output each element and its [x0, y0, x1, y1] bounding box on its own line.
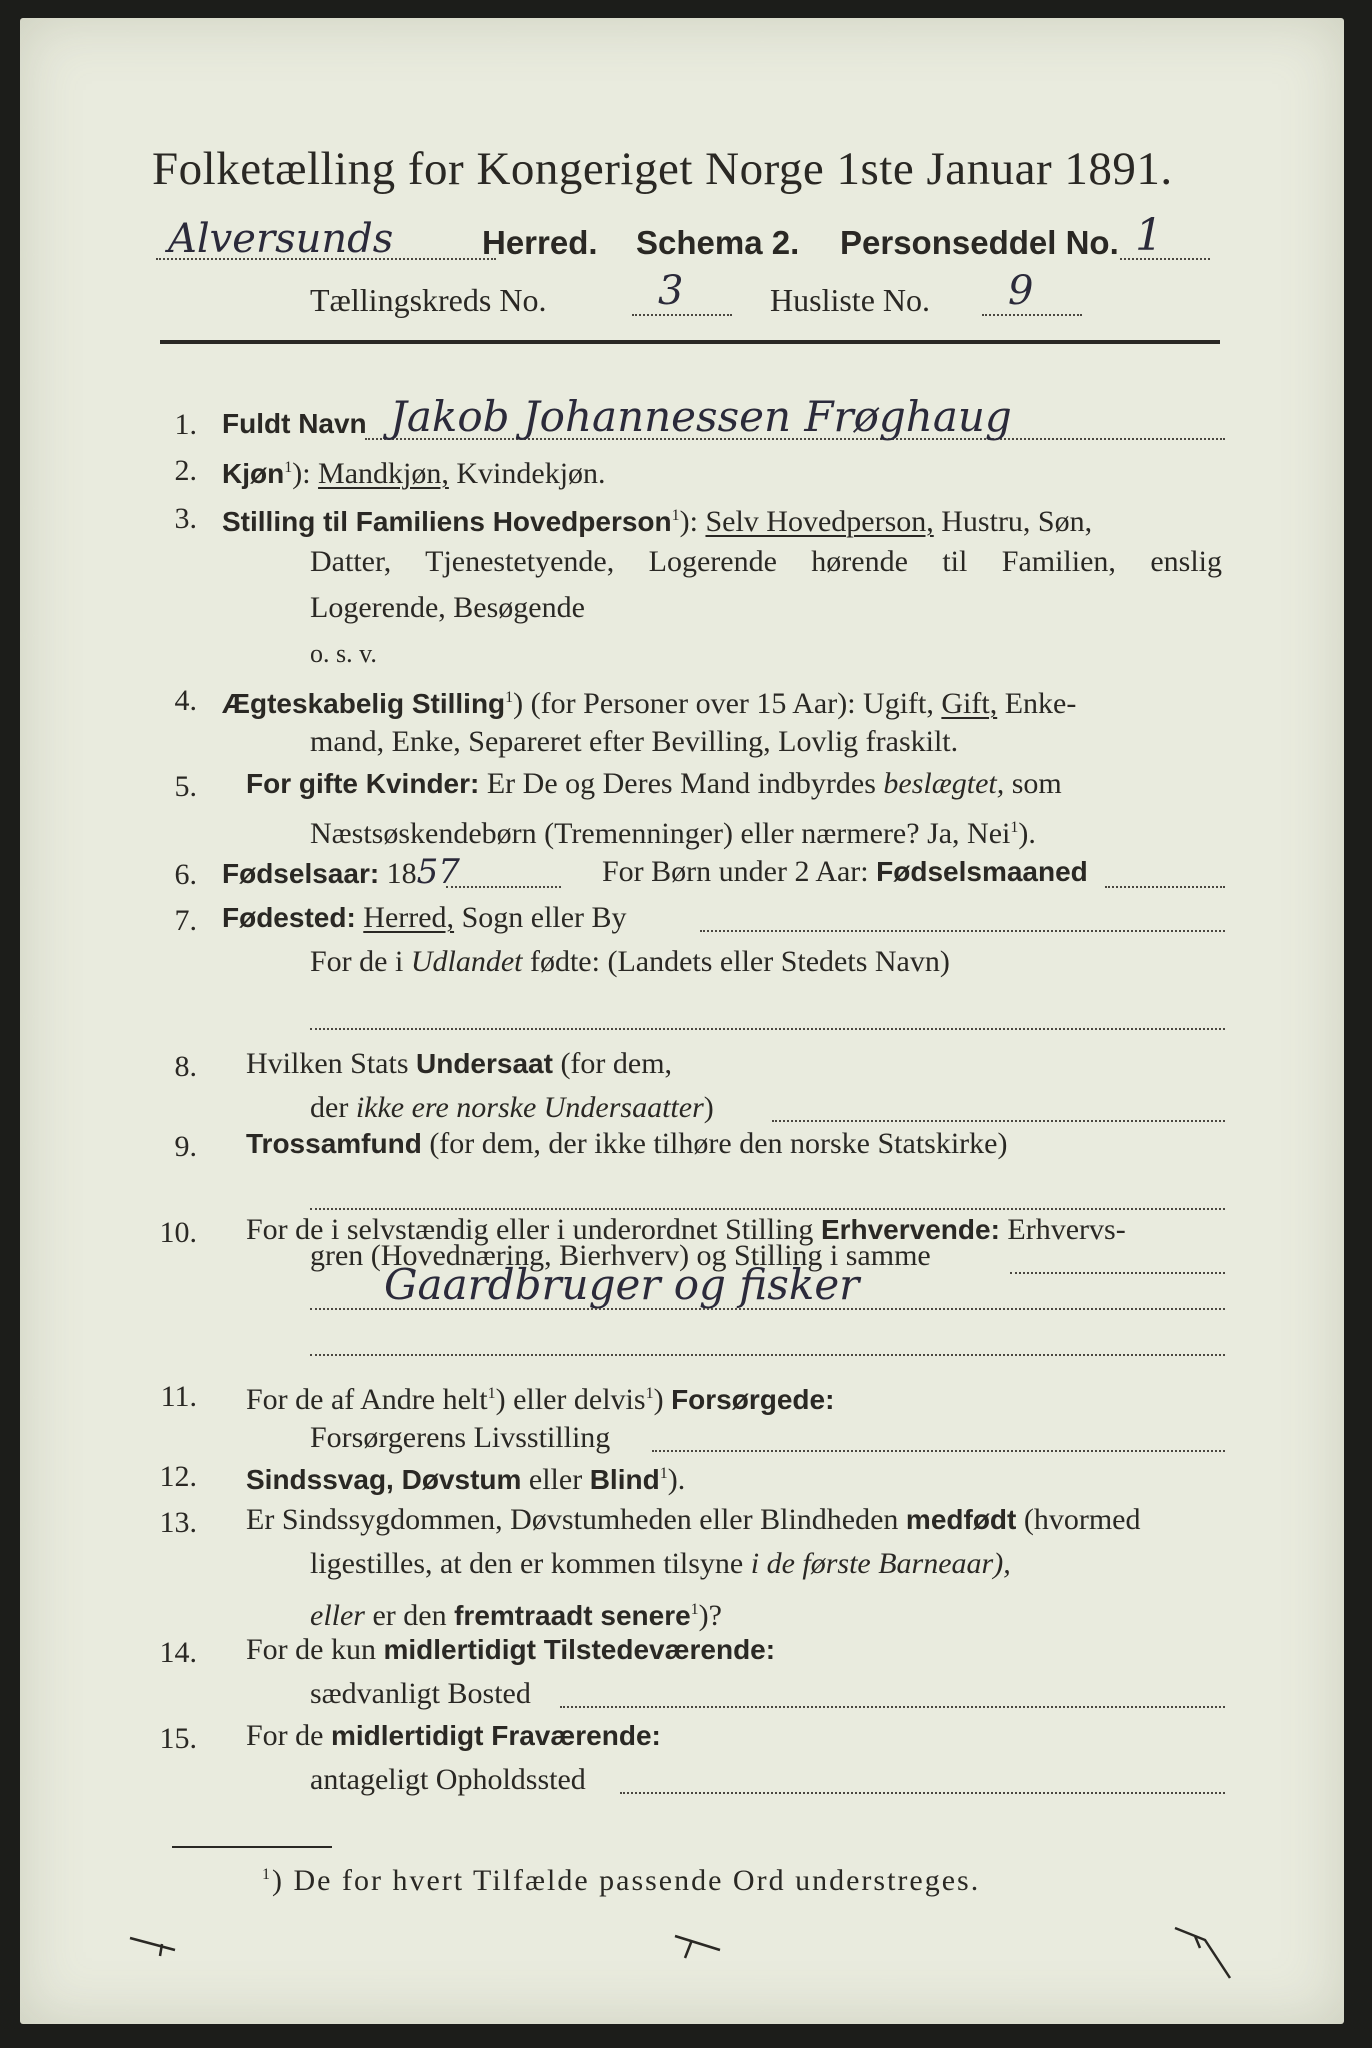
- q12-label: Sindssvag, Døvstum: [246, 1464, 522, 1495]
- q14-dotline: [560, 1706, 1225, 1708]
- q13-line3: eller er den fremtraadt senere$^1$)?: [310, 1599, 722, 1632]
- q14-label: midlertidigt Tilstedeværende:: [383, 1634, 776, 1665]
- q10-line2: gren (Hovednæring, Bierhverv) og Stilling i samme: [310, 1239, 931, 1272]
- q13-line2: ligestilles, at den er kommen tilsyne i de første Barneaar),: [310, 1547, 1011, 1580]
- q2-line: Kjøn$^1$): Mandkjøn, Kvindekjøn.: [222, 457, 606, 490]
- q5-number: 5.: [174, 770, 197, 803]
- q6-number: 6.: [174, 858, 197, 891]
- taellingskreds-label: Tællingskreds No.: [310, 282, 547, 318]
- q12-number: 12.: [159, 1460, 197, 1493]
- q7-line1: Fødested: Herred, Sogn eller By: [222, 901, 627, 934]
- q10-label: Erhvervende:: [820, 1214, 1000, 1245]
- q13-label2: fremtraadt senere: [454, 1600, 691, 1631]
- q5-label: For gifte Kvinder:: [246, 768, 480, 799]
- personseddel-label: Personseddel No.: [840, 224, 1119, 261]
- q7-dotline1: [700, 930, 1225, 932]
- personseddel-number: 1: [1135, 210, 1163, 261]
- herred-name: Alversunds: [168, 216, 394, 262]
- q7-option-herred-selected: Herred,: [363, 901, 455, 934]
- q10-dotline1: [1010, 1272, 1225, 1274]
- q3-line3: Logerende, Besøgende: [310, 591, 585, 624]
- q9-number: 9.: [174, 1130, 197, 1163]
- herred-dotline: [156, 258, 496, 260]
- q6-line: Fødselsaar: 1857: [222, 852, 460, 892]
- q13-number: 13.: [159, 1506, 197, 1539]
- q9-line: Trossamfund (for dem, der ikke tilhøre den norske Statskirke): [246, 1127, 1008, 1160]
- q15-line1: For de midlertidigt Fraværende:: [246, 1719, 661, 1752]
- q14-line2: sædvanligt Bosted: [310, 1677, 531, 1710]
- q11-dotline: [652, 1450, 1225, 1452]
- schema-label: Schema 2.: [636, 224, 800, 261]
- personseddel-dotline: [1120, 258, 1210, 260]
- q11-label: Forsørgede:: [671, 1384, 835, 1415]
- q7-number: 7.: [174, 904, 197, 937]
- corner-marks: [120, 1918, 1260, 1998]
- q15-number: 15.: [159, 1722, 197, 1755]
- q10-dotline3: [310, 1354, 1225, 1356]
- q11-number: 11.: [160, 1380, 197, 1413]
- q1-full-name: Jakob Johannessen Frøghaug: [390, 392, 1012, 441]
- q4-line1: Ægteskabelig Stilling$^1$) (for Personer over 15 Aar): Ugift, Gift, Enke-: [222, 687, 1077, 720]
- q2-label: Kjøn: [222, 458, 285, 489]
- q12-line: Sindssvag, Døvstum eller Blind$^1$).: [246, 1463, 686, 1496]
- q3-option-selv-hovedperson-selected: Selv Hovedperson,: [705, 505, 934, 538]
- q13-line1: Er Sindssygdommen, Døvstumheden eller Blindheden medfødt (hvormed: [246, 1503, 1141, 1536]
- herred-label: Herred.: [482, 224, 598, 261]
- q3-label: Stilling til Familiens Hovedperson: [222, 506, 672, 537]
- q8-line2: der ikke ere norske Undersaatter): [310, 1091, 714, 1124]
- q10-dotline2: [310, 1308, 1225, 1310]
- husliste-dotline: [982, 314, 1082, 316]
- q1-label: Fuldt Navn: [222, 408, 367, 439]
- q15-label: midlertidigt Fraværende:: [331, 1720, 661, 1751]
- q8-line1: Hvilken Stats Undersaat (for dem,: [246, 1047, 673, 1080]
- q13-label: medfødt: [905, 1504, 1017, 1535]
- q7-line2: For de i Udlandet fødte: (Landets eller Stedets Navn): [310, 945, 950, 978]
- q14-number: 14.: [159, 1636, 197, 1669]
- q4-line2: mand, Enke, Separeret efter Bevilling, Lovlig fraskilt.: [310, 725, 959, 758]
- q3-line1: Stilling til Familiens Hovedperson$^1$): Selv Hovedperson, Hustru, Søn,: [222, 505, 1093, 538]
- q10-line1: For de i selvstændig eller i underordnet Stilling Erhvervende: Erhvervs-: [246, 1213, 1126, 1246]
- q3-line2: Datter, Tjenestetyende, Logerende hørende til Familien, enslig: [310, 545, 1222, 578]
- q12-label2: Blind: [589, 1464, 660, 1495]
- q10-occupation: Gaardbruger og fisker: [384, 1260, 860, 1309]
- q15-line2: antageligt Opholdssted: [310, 1763, 586, 1796]
- footnote: $^1$) De for hvert Tilfælde passende Ord understreges.: [262, 1864, 981, 1897]
- right-corner-mark: [1175, 1928, 1230, 1978]
- q6-month-dotline: [1105, 886, 1225, 888]
- footnote-rule: [172, 1846, 332, 1848]
- q4-option-gift-selected: Gift,: [941, 687, 998, 720]
- q1-number: 1.: [174, 408, 197, 441]
- q8-number: 8.: [174, 1050, 197, 1083]
- header-rule: [160, 340, 1220, 344]
- q15-dotline: [620, 1792, 1225, 1794]
- q9-label: Trossamfund: [246, 1128, 422, 1159]
- q3-line4: o. s. v.: [310, 639, 377, 668]
- q5-line1: For gifte Kvinder: Er De og Deres Mand indbyrdes beslægtet, som: [246, 767, 1062, 800]
- q6-line-b: For Børn under 2 Aar: Fødselsmaaned: [602, 855, 1088, 888]
- q11-line1: For de af Andre helt$^1$) eller delvis$^1$) Forsørgede:: [246, 1383, 835, 1416]
- husliste-label: Husliste No.: [770, 282, 930, 318]
- taellingskreds-dotline: [632, 314, 732, 316]
- q2-option-kvindekjon: Kvindekjøn.: [456, 457, 606, 490]
- q4-label: Ægteskabelig Stilling: [222, 688, 506, 719]
- q6-label2: Fødselsmaaned: [876, 856, 1088, 887]
- q10-number: 10.: [159, 1216, 197, 1249]
- q5-line2: Næstsøskendebørn (Tremenninger) eller nærmere? Ja, Nei$^1$).: [310, 817, 1036, 850]
- q4-number: 4.: [174, 684, 197, 717]
- q6-label: Fødselsaar:: [222, 858, 380, 889]
- q8-label: Undersaat: [416, 1048, 553, 1079]
- q6-year-dotline: [446, 886, 561, 888]
- q7-dotline2: [310, 1028, 1225, 1030]
- q11-line2: Forsørgerens Livsstilling: [310, 1421, 611, 1454]
- q2-option-mandkjon-selected: Mandkjøn,: [318, 457, 449, 490]
- q14-line1: For de kun midlertidigt Tilstedeværende:: [246, 1633, 776, 1666]
- left-corner-mark: [130, 1938, 175, 1956]
- taellingskreds-number: 3: [658, 268, 684, 314]
- census-form-page: [20, 18, 1344, 2024]
- q3-number: 3.: [174, 502, 197, 535]
- q7-label: Fødested:: [222, 902, 356, 933]
- q6-birth-year: 57: [416, 852, 460, 892]
- q2-number: 2.: [174, 454, 197, 487]
- form-title: Folketælling for Kongeriget Norge 1ste Januar 1891.: [152, 143, 1173, 195]
- center-corner-mark: [675, 1936, 720, 1958]
- husliste-number: 9: [1008, 268, 1034, 314]
